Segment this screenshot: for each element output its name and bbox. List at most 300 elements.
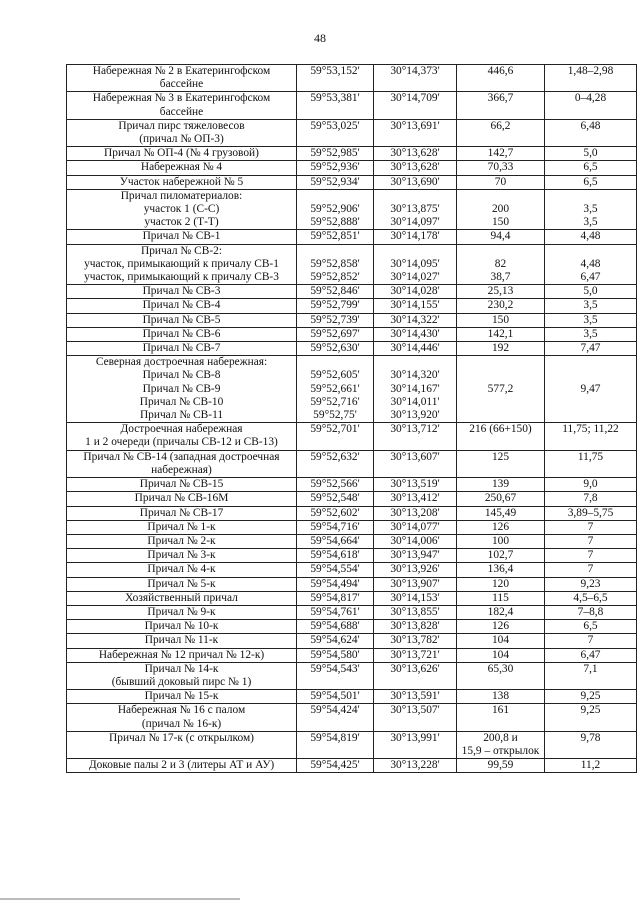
cell-line: 59°54,501'	[310, 690, 360, 703]
cell-line	[376, 245, 454, 258]
length-cell	[457, 704, 545, 731]
berth-name-cell	[67, 356, 297, 423]
longitude-cell	[374, 690, 457, 704]
cell-line: 30°13,507'	[390, 704, 440, 717]
cell-line: участок 1 (С-С)	[143, 203, 220, 216]
cell-line: 59°54,664'	[310, 534, 360, 547]
cell-line: 59°52,985'	[310, 147, 360, 160]
berth-name-cell	[67, 147, 297, 161]
longitude-cell	[374, 577, 457, 591]
longitude-cell	[374, 299, 457, 313]
cell-line: 6,5	[583, 620, 598, 633]
length-cell	[457, 478, 545, 492]
cell-line: 182,4	[487, 605, 514, 618]
cell-line: 30°14,167'	[390, 382, 440, 395]
latitude-cell	[297, 662, 374, 689]
berth-name-cell	[67, 161, 297, 175]
table-row	[67, 759, 637, 773]
latitude-cell	[297, 549, 374, 563]
length-cell	[457, 175, 545, 189]
cell-line: 30°13,855'	[390, 605, 440, 618]
table-row	[67, 492, 637, 506]
cell-line: 7	[587, 549, 594, 562]
table-row	[67, 662, 637, 689]
table-row	[67, 230, 637, 244]
berth-name-cell	[67, 299, 297, 313]
cell-line: 59°52,858'	[310, 257, 360, 270]
table-row	[67, 161, 637, 175]
berth-name-cell	[67, 563, 297, 577]
depth-cell	[545, 147, 637, 161]
cell-line: Причал № СВ-2:	[141, 244, 222, 257]
longitude-cell	[374, 450, 457, 477]
cell-line: 120	[491, 577, 510, 590]
length-cell	[457, 285, 545, 299]
depth-cell	[545, 478, 637, 492]
berth-name-cell	[67, 450, 297, 477]
cell-line: 30°14,709'	[390, 92, 440, 105]
cell-line: бассейне	[159, 105, 204, 118]
cell-line: 142,7	[487, 147, 514, 160]
cell-line: 4,48	[580, 257, 601, 270]
latitude-cell	[297, 563, 374, 577]
depth-cell	[545, 662, 637, 689]
berth-name-cell	[67, 92, 297, 119]
cell-line: 30°13,228'	[390, 759, 440, 772]
berth-name-cell	[67, 244, 297, 285]
berth-name-cell	[67, 423, 297, 450]
cell-line: 139	[491, 478, 510, 491]
cell-line: 30°13,920'	[390, 409, 440, 422]
page-number: 48	[314, 31, 326, 45]
latitude-cell	[297, 342, 374, 356]
cell-line: 59°52,566'	[310, 478, 360, 491]
table-row	[67, 577, 637, 591]
cell-line: 30°13,628'	[390, 147, 440, 160]
cell-line: 30°14,178'	[390, 230, 440, 243]
length-cell	[457, 119, 545, 146]
cell-line: 59°52,632'	[310, 450, 360, 463]
cell-line: 38,7	[490, 271, 511, 284]
cell-line: 150	[491, 216, 510, 229]
cell-line	[547, 356, 634, 369]
cell-line	[547, 190, 634, 203]
longitude-cell	[374, 759, 457, 773]
cell-line: 145,49	[484, 506, 517, 519]
cell-line: Причал пиломатериалов:	[120, 189, 243, 202]
cell-line: 30°13,691'	[390, 119, 440, 132]
latitude-cell	[297, 759, 374, 773]
berth-name-cell	[67, 704, 297, 731]
cell-line: 136,4	[487, 563, 514, 576]
cell-line: 59°54,554'	[310, 563, 360, 576]
depth-cell	[545, 563, 637, 577]
latitude-cell	[297, 648, 374, 662]
cell-line: 7	[587, 563, 594, 576]
cell-line: 3,5	[583, 313, 598, 326]
depth-cell	[545, 549, 637, 563]
table-row	[67, 285, 637, 299]
cell-line: 30°13,712'	[390, 423, 440, 436]
cell-line: Причал № 10-к	[144, 620, 219, 633]
latitude-cell	[297, 92, 374, 119]
berth-name-cell	[67, 662, 297, 689]
berth-name-cell	[67, 591, 297, 605]
cell-line: 30°13,947'	[390, 549, 440, 562]
longitude-cell	[374, 662, 457, 689]
table-row	[67, 478, 637, 492]
cell-line: 9,0	[583, 478, 598, 491]
cell-line: Причал № СВ-8	[142, 369, 221, 382]
cell-line: 11,2	[580, 759, 601, 772]
cell-line: 59°52,548'	[310, 492, 360, 505]
table-row	[67, 731, 637, 758]
latitude-cell	[297, 175, 374, 189]
length-cell	[457, 534, 545, 548]
cell-line: 59°52,716'	[310, 395, 360, 408]
table-row	[67, 92, 637, 119]
longitude-cell	[374, 731, 457, 758]
cell-line: 115	[492, 591, 509, 604]
cell-line: 577,2	[487, 382, 514, 395]
length-cell	[457, 759, 545, 773]
length-cell	[457, 230, 545, 244]
cell-line: 30°13,607'	[390, 450, 440, 463]
length-cell	[457, 356, 545, 423]
cell-line: 30°13,412'	[390, 492, 440, 505]
cell-line: Причал № СВ-5	[142, 313, 221, 326]
cell-line: Набережная № 3 в Екатерингофском	[92, 92, 271, 105]
berth-name-cell	[67, 506, 297, 520]
table-row	[67, 299, 637, 313]
longitude-cell	[374, 356, 457, 423]
berth-name-cell	[67, 648, 297, 662]
cell-line: 366,7	[487, 92, 514, 105]
berth-name-cell	[67, 731, 297, 758]
table-row	[67, 605, 637, 619]
cell-line: Участок набережной № 5	[119, 175, 244, 188]
cell-line: 6,48	[580, 119, 601, 132]
berth-name-cell	[67, 690, 297, 704]
longitude-cell	[374, 591, 457, 605]
latitude-cell	[297, 285, 374, 299]
latitude-cell	[297, 230, 374, 244]
cell-line: 100	[491, 534, 510, 547]
longitude-cell	[374, 563, 457, 577]
cell-line: 30°14,155'	[390, 299, 440, 312]
cell-line: 59°54,494'	[310, 577, 360, 590]
table-row	[67, 620, 637, 634]
cell-line	[459, 245, 542, 258]
depth-cell	[545, 577, 637, 591]
depth-cell	[545, 299, 637, 313]
cell-line: 6,5	[583, 161, 598, 174]
cell-line: 59°53,152'	[310, 65, 360, 77]
cell-line: 59°54,819'	[310, 731, 360, 744]
depth-cell	[545, 634, 637, 648]
cell-line: 11,75; 11,22	[562, 423, 619, 436]
longitude-cell	[374, 313, 457, 327]
berth-name-cell	[67, 534, 297, 548]
longitude-cell	[374, 704, 457, 731]
table-row	[67, 648, 637, 662]
cell-line: 59°52,75'	[313, 409, 357, 422]
latitude-cell	[297, 313, 374, 327]
longitude-cell	[374, 161, 457, 175]
cell-line: 30°14,153'	[390, 591, 440, 604]
length-cell	[457, 161, 545, 175]
length-cell	[457, 492, 545, 506]
depth-cell	[545, 450, 637, 477]
cell-line: Причал № СВ-15	[139, 478, 224, 491]
cell-line: 30°14,373'	[390, 65, 440, 77]
length-cell	[457, 147, 545, 161]
cell-line: Северная достроечная набережная:	[95, 356, 268, 369]
table-row	[67, 549, 637, 563]
cell-line: 200	[491, 203, 510, 216]
cell-line: 9,25	[580, 690, 601, 703]
cell-line: Доковые палы 2 и 3 (литеры АТ и АУ)	[88, 759, 275, 772]
cell-line: Причал № СВ-11	[139, 409, 224, 422]
cell-line: Причал № 1-к	[147, 520, 216, 533]
longitude-cell	[374, 520, 457, 534]
cell-line: 3,89–5,75	[567, 506, 614, 519]
cell-line: Причал № СВ-14 (западная достроечная	[83, 450, 280, 463]
depth-cell	[545, 92, 637, 119]
cell-line: участок, примыкающий к причалу СВ-1	[84, 257, 279, 270]
cell-line: 59°53,025'	[310, 119, 360, 132]
depth-cell	[545, 620, 637, 634]
length-cell	[457, 591, 545, 605]
cell-line: 59°54,618'	[310, 549, 360, 562]
latitude-cell	[297, 620, 374, 634]
depth-cell	[545, 175, 637, 189]
length-cell	[457, 92, 545, 119]
cell-line: 30°13,591'	[390, 690, 440, 703]
length-cell	[457, 313, 545, 327]
cell-line: 7	[587, 520, 594, 533]
cell-line: Причал № 15-к	[144, 690, 219, 703]
berth-name-cell	[67, 175, 297, 189]
latitude-cell	[297, 161, 374, 175]
longitude-cell	[374, 478, 457, 492]
longitude-cell	[374, 230, 457, 244]
longitude-cell	[374, 549, 457, 563]
cell-line: 9,78	[580, 731, 601, 744]
table-row	[67, 313, 637, 327]
longitude-cell	[374, 620, 457, 634]
cell-line: 59°54,716'	[310, 520, 360, 533]
berth-name-cell	[67, 492, 297, 506]
cell-line: Причал № СВ-1	[142, 230, 221, 243]
latitude-cell	[297, 690, 374, 704]
table-row	[67, 327, 637, 341]
berth-name-cell	[67, 65, 297, 92]
depth-cell	[545, 605, 637, 619]
cell-line	[459, 396, 542, 409]
latitude-cell	[297, 119, 374, 146]
berths-table	[66, 64, 637, 773]
length-cell	[457, 299, 545, 313]
cell-line: 59°52,888'	[310, 216, 360, 229]
cell-line: 30°13,907'	[390, 577, 440, 590]
cell-line: (причал № 16-к)	[141, 717, 222, 730]
cell-line: 59°52,605'	[310, 369, 360, 382]
length-cell	[457, 506, 545, 520]
latitude-cell	[297, 605, 374, 619]
latitude-cell	[297, 731, 374, 758]
cell-line: 30°13,519'	[390, 478, 440, 491]
latitude-cell	[297, 299, 374, 313]
cell-line: 4,48	[580, 230, 601, 243]
table-row	[67, 119, 637, 146]
cell-line: Причал № 2-к	[147, 534, 216, 547]
cell-line: 6,47	[580, 271, 601, 284]
longitude-cell	[374, 285, 457, 299]
cell-line: 25,13	[487, 285, 514, 298]
cell-line: 59°54,543'	[310, 662, 360, 675]
latitude-cell	[297, 356, 374, 423]
cell-line: 138	[491, 690, 510, 703]
cell-line	[547, 245, 634, 258]
depth-cell	[545, 285, 637, 299]
cell-line: 7,8	[583, 492, 598, 505]
cell-line: 6,5	[583, 175, 598, 188]
table-row	[67, 450, 637, 477]
berth-name-cell	[67, 230, 297, 244]
berth-name-cell	[67, 605, 297, 619]
cell-line: 59°54,817'	[310, 591, 360, 604]
cell-line: 150	[491, 313, 510, 326]
cell-line: 126	[491, 520, 510, 533]
latitude-cell	[297, 478, 374, 492]
length-cell	[457, 620, 545, 634]
cell-line: Причал № 4-к	[147, 563, 216, 576]
cell-line: 70	[494, 175, 507, 188]
cell-line: 1,48–2,98	[567, 65, 614, 77]
longitude-cell	[374, 534, 457, 548]
longitude-cell	[374, 147, 457, 161]
cell-line: 7	[587, 534, 594, 547]
cell-line: 30°13,991'	[390, 731, 440, 744]
table-row	[67, 506, 637, 520]
cell-line: 3,5	[583, 299, 598, 312]
cell-line: 9,23	[580, 577, 601, 590]
berth-name-cell	[67, 189, 297, 230]
table-row	[67, 65, 637, 92]
table-row	[67, 520, 637, 534]
cell-line: 216 (66+150)	[469, 423, 532, 436]
cell-line: 59°54,624'	[310, 634, 360, 647]
berth-name-cell	[67, 313, 297, 327]
depth-cell	[545, 731, 637, 758]
table-row	[67, 634, 637, 648]
depth-cell	[545, 690, 637, 704]
depth-cell	[545, 506, 637, 520]
length-cell	[457, 520, 545, 534]
depth-cell	[545, 327, 637, 341]
cell-line: 5,0	[583, 285, 598, 298]
depth-cell	[545, 189, 637, 230]
longitude-cell	[374, 175, 457, 189]
cell-line: бассейне	[159, 78, 204, 91]
berth-name-cell	[67, 520, 297, 534]
length-cell	[457, 634, 545, 648]
cell-line: 11,75	[577, 450, 604, 463]
cell-line: 65,30	[487, 662, 514, 675]
cell-line: 30°14,011'	[390, 395, 440, 408]
cell-line: 30°13,208'	[390, 506, 440, 519]
cell-line: 59°52,846'	[310, 285, 360, 298]
cell-line: 30°13,628'	[390, 161, 440, 174]
cell-line: 59°54,424'	[310, 704, 360, 717]
berth-name-cell	[67, 759, 297, 773]
cell-line: 82	[494, 257, 507, 270]
cell-line: Причал № СВ-7	[142, 342, 221, 355]
cell-line: участок, примыкающий к причалу СВ-3	[84, 271, 279, 284]
cell-line: 102,7	[487, 549, 514, 562]
cell-line: 59°52,697'	[310, 327, 360, 340]
latitude-cell	[297, 327, 374, 341]
length-cell	[457, 327, 545, 341]
table-row	[67, 690, 637, 704]
cell-line: 1 и 2 очереди (причалы СВ-12 и СВ-13)	[85, 436, 278, 449]
cell-line: 59°54,425'	[310, 759, 360, 772]
latitude-cell	[297, 450, 374, 477]
table-row	[67, 189, 637, 230]
cell-line: 30°14,430'	[390, 327, 440, 340]
cell-line: 30°14,320'	[390, 369, 440, 382]
length-cell	[457, 65, 545, 92]
latitude-cell	[297, 492, 374, 506]
cell-line: 230,2	[487, 299, 514, 312]
depth-cell	[545, 520, 637, 534]
cell-line	[459, 369, 542, 382]
table-row	[67, 563, 637, 577]
cell-line: Набережная № 4	[140, 161, 223, 174]
cell-line: 30°13,690'	[390, 175, 440, 188]
length-cell	[457, 549, 545, 563]
length-cell	[457, 244, 545, 285]
cell-line: Причал № 5-к	[147, 577, 216, 590]
depth-cell	[545, 759, 637, 773]
cell-line: 200,8 и	[483, 731, 518, 744]
cell-line: 59°54,688'	[310, 620, 360, 633]
latitude-cell	[297, 704, 374, 731]
cell-line: 7–8,8	[577, 605, 604, 618]
cell-line: Причал № СВ-9	[142, 382, 221, 395]
cell-line: Причал № 17-к (с открылком)	[109, 731, 254, 744]
cell-line: 125	[491, 450, 510, 463]
table-row	[67, 342, 637, 356]
cell-line: 70,33	[487, 161, 514, 174]
depth-cell	[545, 492, 637, 506]
depth-cell	[545, 534, 637, 548]
cell-line	[376, 190, 454, 203]
cell-line: 0–4,28	[574, 92, 607, 105]
cell-line: Набережная № 12 причал № 12-к)	[98, 648, 265, 661]
cell-line: 7,1	[583, 662, 598, 675]
cell-line: 59°52,906'	[310, 203, 360, 216]
longitude-cell	[374, 423, 457, 450]
longitude-cell	[374, 189, 457, 230]
depth-cell	[545, 161, 637, 175]
cell-line: набережная)	[151, 463, 212, 476]
cell-line: 30°13,875'	[390, 203, 440, 216]
length-cell	[457, 690, 545, 704]
cell-line: 30°13,721'	[390, 648, 440, 661]
cell-line: 250,67	[484, 492, 517, 505]
